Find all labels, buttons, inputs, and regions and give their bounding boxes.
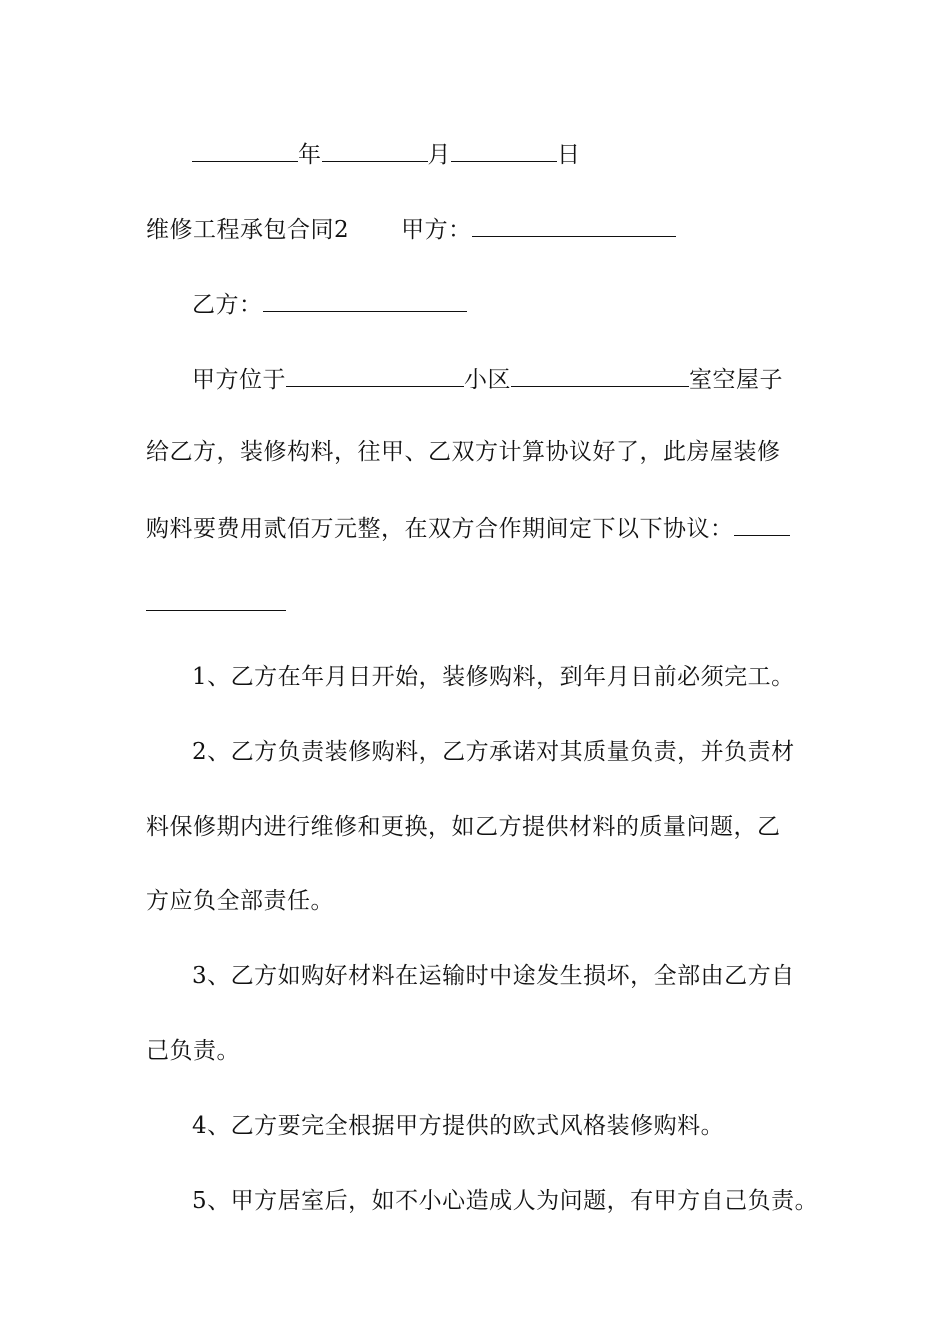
party-b-line	[192, 287, 872, 321]
contract-title: 维修工程承包合同2	[146, 217, 350, 243]
title-line	[146, 212, 826, 246]
clause-2-line-3: 方应负全部责任。	[146, 888, 334, 914]
month-label: 月	[427, 142, 451, 168]
party-a-blank	[472, 212, 676, 237]
clause-3-line-2: 己负责。	[146, 1038, 240, 1064]
clause-2-line-2: 料保修期内进行维修和更换，如乙方提供材料的质量问题，乙	[146, 814, 781, 840]
party-b-label: 乙方：	[192, 292, 263, 318]
intro-line-4	[146, 586, 826, 620]
clause-3-line-1: 3、乙方如购好材料在运输时中途发生损坏，全部由乙方自	[192, 963, 795, 989]
intro-text-agreement: 购料要费用贰佰万元整，在双方合作期间定下以下协议：	[146, 516, 734, 542]
day-label: 日	[557, 142, 581, 168]
party-b-blank	[263, 287, 467, 312]
party-a-label: 甲方：	[401, 217, 472, 243]
intro-line-1	[192, 362, 872, 396]
year-blank	[192, 137, 298, 162]
clause-5: 5、甲方居室后，如不小心造成人为问题，有甲方自己负责。	[192, 1188, 819, 1214]
agreement-blank-1	[734, 511, 790, 536]
agreement-blank-2	[146, 586, 286, 611]
location-blank	[286, 362, 464, 387]
month-blank	[322, 137, 428, 162]
intro-text-location: 甲方位于	[192, 367, 286, 393]
intro-line-3	[146, 511, 826, 545]
clause-2-line-1: 2、乙方负责装修购料，乙方承诺对其质量负责，并负责材	[192, 739, 795, 765]
community-blank	[511, 362, 689, 387]
intro-line-2: 给乙方，装修构料，往甲、乙双方计算协议好了，此房屋装修	[146, 439, 781, 465]
clause-4: 4、乙方要完全根据甲方提供的欧式风格装修购料。	[192, 1113, 725, 1139]
day-blank	[451, 137, 557, 162]
intro-text-room: 室空屋子	[689, 367, 783, 393]
clause-1: 1、乙方在年月日开始，装修购料，到年月日前必须完工。	[192, 664, 795, 690]
date-line	[192, 137, 872, 171]
intro-text-community: 小区	[464, 367, 511, 393]
year-label: 年	[298, 142, 322, 168]
